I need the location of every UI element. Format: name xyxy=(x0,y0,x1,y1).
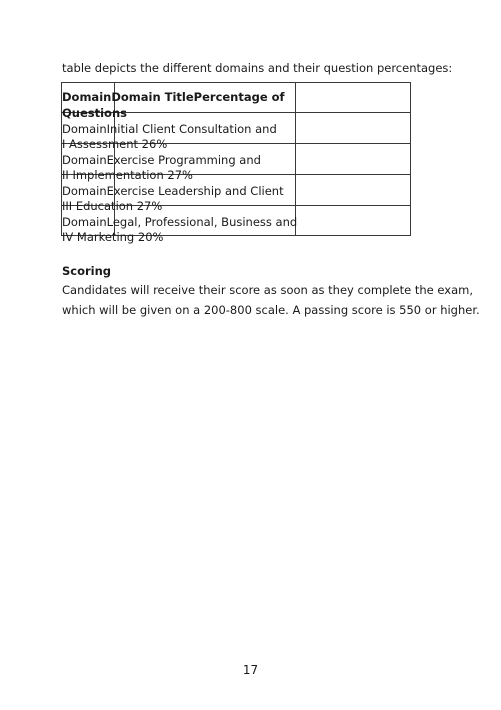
table-row: DomainExercise Leadership and Client xyxy=(62,184,284,198)
table-row: II Implementation 27% xyxy=(62,168,193,182)
domains-table xyxy=(61,82,411,244)
table-row: DomainInitial Client Consultation and xyxy=(62,122,277,136)
table-rule xyxy=(410,82,411,236)
scoring-heading: Scoring xyxy=(62,264,112,278)
table-row: III Education 27% xyxy=(62,199,163,213)
scoring-line: which will be given on a 200-800 scale. A passing score is 550 or higher. xyxy=(62,303,480,317)
intro-text: table depicts the different domains and their question percentages: xyxy=(62,61,453,75)
page-number: 17 xyxy=(242,663,259,677)
table-row: IV Marketing 20% xyxy=(62,230,164,244)
scoring-paragraph xyxy=(62,280,480,320)
table-header: DomainDomain TitlePercentage of xyxy=(62,90,285,104)
scoring-line: Candidates will receive their score as soon as they complete the exam, xyxy=(62,283,473,297)
table-rule xyxy=(295,82,296,236)
table-row: DomainLegal, Professional, Business and xyxy=(62,215,298,229)
table-row: I Assessment 26% xyxy=(62,137,168,151)
table-header: Questions xyxy=(62,106,127,120)
table-row: DomainExercise Programming and xyxy=(62,153,261,167)
